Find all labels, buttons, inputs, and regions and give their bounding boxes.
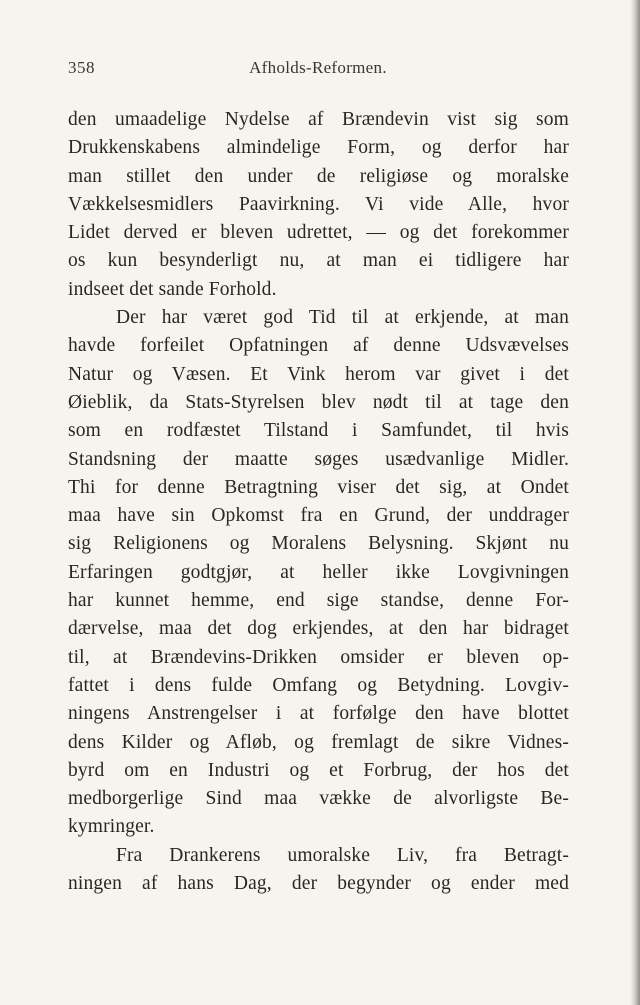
text-line: ningen af hans Dag, der begynder og ender med — [68, 873, 569, 895]
text-line: ningens Anstrengelser i at forfølge den have blottet — [68, 703, 569, 725]
text-line: maa have sin Opkomst fra en Grund, der unddrager — [68, 505, 569, 527]
text-line: Fra Drankerens umoralske Liv, fra Betragt- — [116, 844, 569, 866]
text-line: man stillet den under de religiøse og moralske — [68, 165, 569, 187]
body-text — [68, 106, 569, 898]
text-line: havde forfeilet Opfatningen af denne Udsvævelses — [68, 335, 569, 357]
text-line: Natur og Væsen. Et Vink herom var givet i det — [68, 363, 569, 385]
text-line: som en rodfæstet Tilstand i Samfundet, til hvis — [68, 420, 569, 442]
text-line: kymringer. — [68, 816, 155, 838]
text-line: har kunnet hemme, end sige standse, denne For- — [68, 590, 569, 612]
text-line: medborgerlige Sind maa vække de alvorligste Be- — [68, 788, 569, 810]
text-line: Drukkenskabens almindelige Form, og derfor har — [68, 137, 569, 159]
page-number: 358 — [68, 58, 95, 77]
text-line: Standsning der maatte søges usædvanlige Midler. — [68, 448, 569, 470]
text-line: os kun besynderligt nu, at man ei tidligere har — [68, 250, 569, 272]
text-line: dens Kilder og Afløb, og fremlagt de sikre Vidnes- — [68, 731, 569, 753]
page-edge-shadow — [630, 0, 640, 1005]
text-line: fattet i dens fulde Omfang og Betydning. Lovgiv- — [68, 674, 569, 696]
text-line: sig Religionens og Moralens Belysning. Skjønt nu — [68, 533, 569, 555]
text-line: Øieblik, da Stats-Styrelsen blev nødt til at tage den — [68, 391, 569, 413]
text-line: til, at Brændevins-Drikken omsider er bleven op- — [68, 646, 569, 668]
text-line: indseet det sande Forhold. — [68, 278, 277, 300]
text-line: den umaadelige Nydelse af Brændevin vist sig som — [68, 109, 569, 130]
text-line: Vækkelsesmidlers Paavirkning. Vi vide Alle, hvor — [68, 193, 569, 215]
text-line: Thi for denne Betragtning viser det sig, at Ondet — [68, 476, 569, 498]
running-title: Afholds-Reformen. — [249, 58, 387, 77]
text-line: Der har været god Tid til at erkjende, at man — [116, 307, 569, 329]
text-line: Lidet derved er bleven udrettet, — og det forekommer — [68, 222, 569, 244]
text-line: Erfaringen godtgjør, at heller ikke Lovgivningen — [68, 561, 569, 583]
text-line: dærvelse, maa det dog erkjendes, at den har bidraget — [68, 618, 569, 640]
text-line: byrd om en Industri og et Forbrug, der hos det — [68, 759, 569, 781]
page-header — [68, 58, 568, 82]
